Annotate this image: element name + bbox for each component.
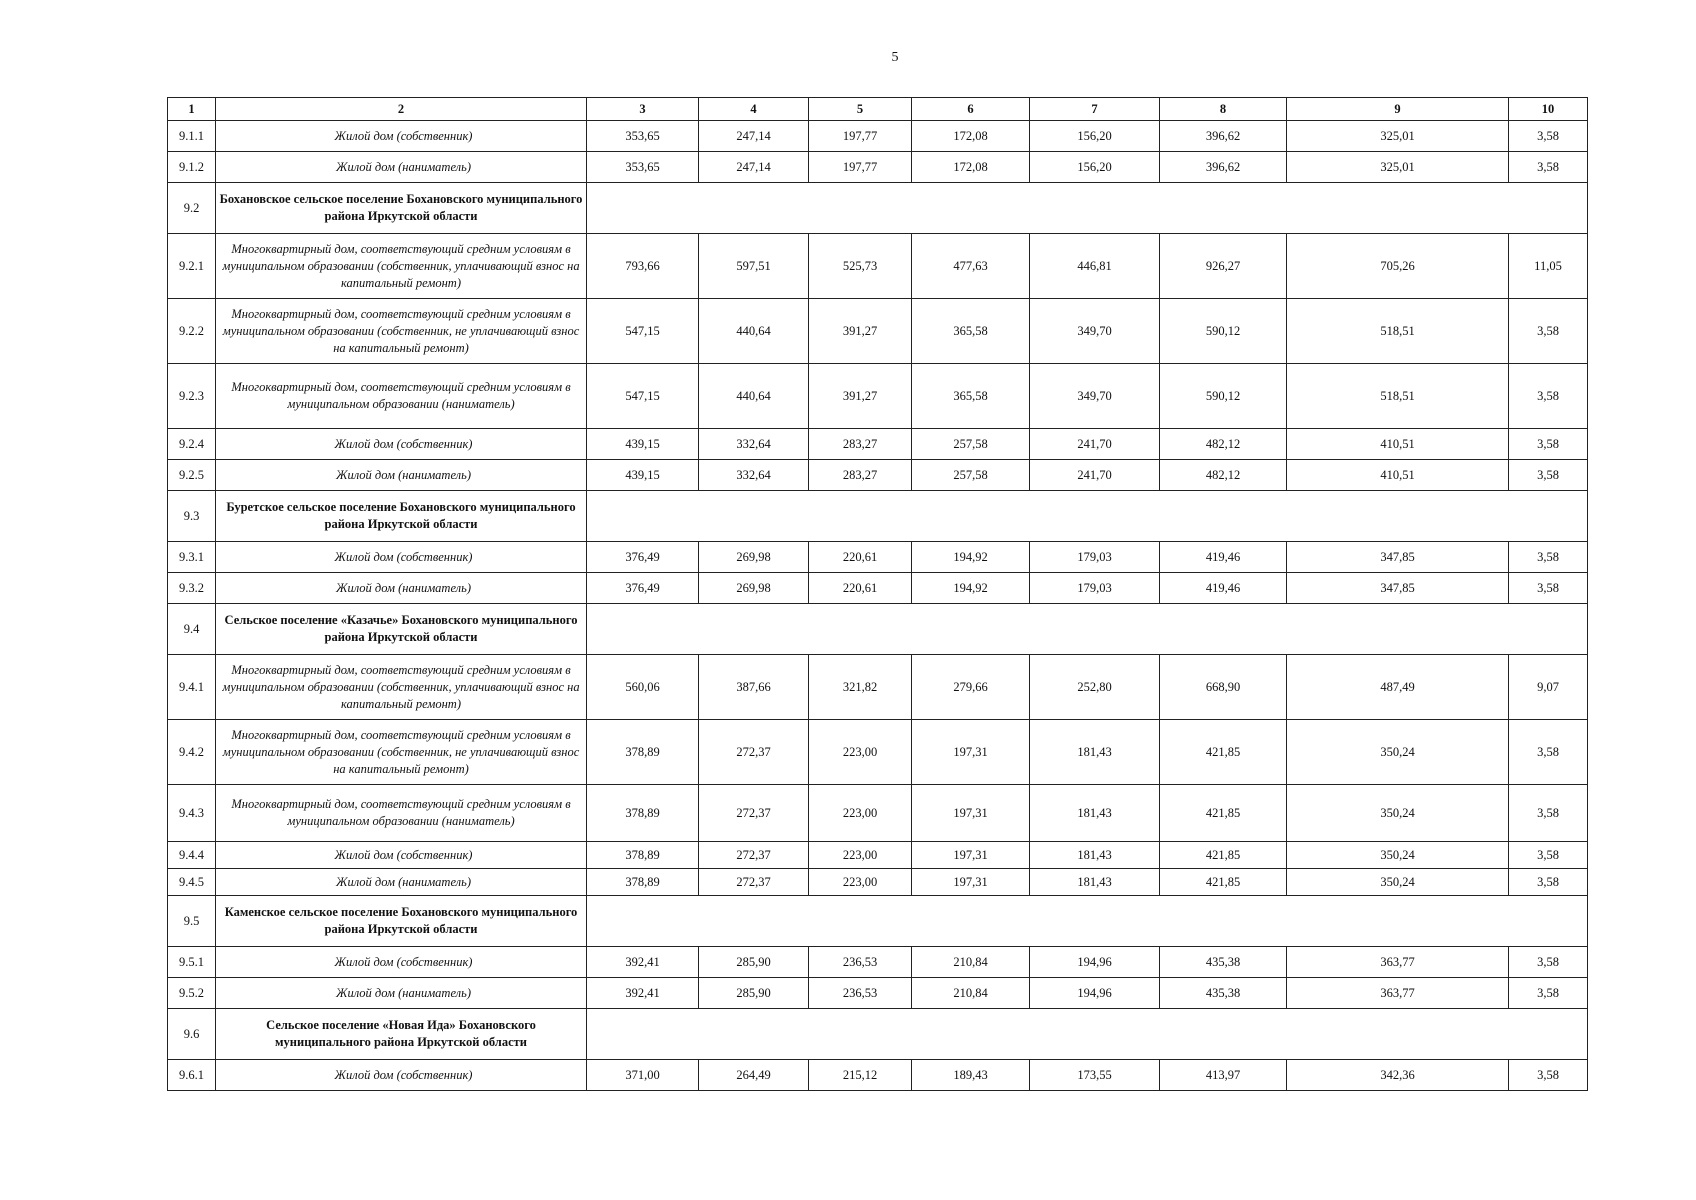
table-row [168, 573, 1588, 604]
value-cell: 597,51 [699, 234, 809, 299]
value-cell: 3,58 [1509, 364, 1588, 429]
value-cell: 446,81 [1030, 234, 1160, 299]
value-cell: 3,58 [1509, 1060, 1588, 1091]
table-row [168, 299, 1588, 364]
value-cell: 197,31 [912, 842, 1030, 869]
value-cell: 378,89 [587, 720, 699, 785]
value-cell: 376,49 [587, 573, 699, 604]
value-cell: 220,61 [809, 573, 912, 604]
value-cell: 410,51 [1287, 460, 1509, 491]
row-code: 9.2.2 [168, 299, 216, 364]
value-cell: 220,61 [809, 542, 912, 573]
value-cell: 332,64 [699, 429, 809, 460]
value-cell: 3,58 [1509, 573, 1588, 604]
section-row [168, 491, 1588, 542]
value-cell: 371,00 [587, 1060, 699, 1091]
value-cell: 181,43 [1030, 720, 1160, 785]
section-title: Каменское сельское поселение Бохановского муниципального района Иркутской области [216, 896, 587, 947]
row-code: 9.4.1 [168, 655, 216, 720]
value-cell: 223,00 [809, 720, 912, 785]
row-name: Жилой дом (собственник) [216, 542, 587, 573]
section-title: Сельское поселение «Новая Ида» Бохановского муниципального района Иркутской области [216, 1009, 587, 1060]
value-cell: 252,80 [1030, 655, 1160, 720]
value-cell: 3,58 [1509, 869, 1588, 896]
col-header: 4 [699, 98, 809, 121]
value-cell: 181,43 [1030, 842, 1160, 869]
value-cell: 926,27 [1160, 234, 1287, 299]
page-number: 5 [891, 50, 899, 65]
value-cell: 392,41 [587, 978, 699, 1009]
value-cell: 241,70 [1030, 429, 1160, 460]
row-name: Жилой дом (собственник) [216, 1060, 587, 1091]
value-cell: 378,89 [587, 842, 699, 869]
row-name: Многоквартирный дом, соответствующий средним условиям в муниципальном образовании (собственник, уплачивающий взнос на капитальный ремонт) [216, 655, 587, 720]
col-header: 9 [1287, 98, 1509, 121]
table-row [168, 460, 1588, 491]
table-row [168, 947, 1588, 978]
value-cell: 350,24 [1287, 869, 1509, 896]
value-cell: 421,85 [1160, 785, 1287, 842]
value-cell: 3,58 [1509, 978, 1588, 1009]
row-name: Жилой дом (наниматель) [216, 869, 587, 896]
value-cell: 272,37 [699, 720, 809, 785]
section-empty-cell [587, 491, 1588, 542]
value-cell: 350,24 [1287, 785, 1509, 842]
value-cell: 210,84 [912, 978, 1030, 1009]
value-cell: 236,53 [809, 947, 912, 978]
value-cell: 156,20 [1030, 121, 1160, 152]
section-row [168, 604, 1588, 655]
value-cell: 518,51 [1287, 299, 1509, 364]
value-cell: 590,12 [1160, 299, 1287, 364]
value-cell: 363,77 [1287, 947, 1509, 978]
value-cell: 3,58 [1509, 460, 1588, 491]
value-cell: 325,01 [1287, 152, 1509, 183]
value-cell: 325,01 [1287, 121, 1509, 152]
row-code: 9.5.1 [168, 947, 216, 978]
value-cell: 421,85 [1160, 869, 1287, 896]
table-row [168, 978, 1588, 1009]
value-cell: 223,00 [809, 785, 912, 842]
row-name: Жилой дом (наниматель) [216, 152, 587, 183]
value-cell: 197,31 [912, 785, 1030, 842]
value-cell: 215,12 [809, 1060, 912, 1091]
table-row [168, 234, 1588, 299]
value-cell: 435,38 [1160, 947, 1287, 978]
value-cell: 482,12 [1160, 460, 1287, 491]
row-code: 9.5.2 [168, 978, 216, 1009]
table-row [168, 542, 1588, 573]
value-cell: 350,24 [1287, 842, 1509, 869]
value-cell: 210,84 [912, 947, 1030, 978]
row-code: 9.2.3 [168, 364, 216, 429]
table-row [168, 869, 1588, 896]
section-empty-cell [587, 604, 1588, 655]
col-header: 10 [1509, 98, 1588, 121]
tariff-table [167, 97, 1588, 1091]
value-cell: 236,53 [809, 978, 912, 1009]
row-code: 9.4.5 [168, 869, 216, 896]
col-header: 2 [216, 98, 587, 121]
value-cell: 349,70 [1030, 299, 1160, 364]
row-name: Жилой дом (наниматель) [216, 573, 587, 604]
row-code: 9.5 [168, 896, 216, 947]
value-cell: 3,58 [1509, 299, 1588, 364]
value-cell: 3,58 [1509, 720, 1588, 785]
value-cell: 347,85 [1287, 573, 1509, 604]
col-header: 1 [168, 98, 216, 121]
value-cell: 439,15 [587, 460, 699, 491]
section-empty-cell [587, 1009, 1588, 1060]
value-cell: 172,08 [912, 121, 1030, 152]
value-cell: 525,73 [809, 234, 912, 299]
row-name: Жилой дом (собственник) [216, 121, 587, 152]
value-cell: 413,97 [1160, 1060, 1287, 1091]
value-cell: 363,77 [1287, 978, 1509, 1009]
row-code: 9.6.1 [168, 1060, 216, 1091]
col-header: 6 [912, 98, 1030, 121]
row-code: 9.6 [168, 1009, 216, 1060]
value-cell: 421,85 [1160, 842, 1287, 869]
row-code: 9.4.2 [168, 720, 216, 785]
value-cell: 392,41 [587, 947, 699, 978]
value-cell: 332,64 [699, 460, 809, 491]
header-row [168, 98, 1588, 121]
value-cell: 396,62 [1160, 121, 1287, 152]
value-cell: 391,27 [809, 364, 912, 429]
row-name: Многоквартирный дом, соответствующий средним условиям в муниципальном образовании (собственник, уплачивающий взнос на капитальный ремонт) [216, 234, 587, 299]
col-header: 8 [1160, 98, 1287, 121]
value-cell: 439,15 [587, 429, 699, 460]
row-code: 9.3.1 [168, 542, 216, 573]
table-row [168, 429, 1588, 460]
value-cell: 279,66 [912, 655, 1030, 720]
value-cell: 285,90 [699, 978, 809, 1009]
value-cell: 156,20 [1030, 152, 1160, 183]
table-row [168, 1060, 1588, 1091]
row-code: 9.4.3 [168, 785, 216, 842]
value-cell: 181,43 [1030, 785, 1160, 842]
value-cell: 3,58 [1509, 121, 1588, 152]
value-cell: 347,85 [1287, 542, 1509, 573]
value-cell: 419,46 [1160, 542, 1287, 573]
value-cell: 3,58 [1509, 842, 1588, 869]
value-cell: 194,96 [1030, 978, 1160, 1009]
value-cell: 272,37 [699, 785, 809, 842]
value-cell: 387,66 [699, 655, 809, 720]
value-cell: 342,36 [1287, 1060, 1509, 1091]
row-code: 9.1.2 [168, 152, 216, 183]
row-name: Многоквартирный дом, соответствующий средним условиям в муниципальном образовании (собственник, не уплачивающий взнос на капитальный ремонт) [216, 720, 587, 785]
col-header: 3 [587, 98, 699, 121]
value-cell: 247,14 [699, 152, 809, 183]
col-header: 7 [1030, 98, 1160, 121]
table-row [168, 655, 1588, 720]
value-cell: 365,58 [912, 299, 1030, 364]
value-cell: 3,58 [1509, 542, 1588, 573]
value-cell: 172,08 [912, 152, 1030, 183]
section-title: Буретское сельское поселение Бохановского муниципального района Иркутской области [216, 491, 587, 542]
value-cell: 3,58 [1509, 785, 1588, 842]
table-row [168, 152, 1588, 183]
value-cell: 668,90 [1160, 655, 1287, 720]
value-cell: 435,38 [1160, 978, 1287, 1009]
value-cell: 482,12 [1160, 429, 1287, 460]
table-row [168, 121, 1588, 152]
row-code: 9.2 [168, 183, 216, 234]
value-cell: 560,06 [587, 655, 699, 720]
table-body [168, 121, 1588, 1091]
row-code: 9.4 [168, 604, 216, 655]
table-row [168, 785, 1588, 842]
value-cell: 477,63 [912, 234, 1030, 299]
row-name: Многоквартирный дом, соответствующий средним условиям в муниципальном образовании (наниматель) [216, 364, 587, 429]
value-cell: 3,58 [1509, 947, 1588, 978]
section-empty-cell [587, 896, 1588, 947]
value-cell: 518,51 [1287, 364, 1509, 429]
value-cell: 181,43 [1030, 869, 1160, 896]
table-row [168, 720, 1588, 785]
value-cell: 3,58 [1509, 429, 1588, 460]
value-cell: 272,37 [699, 869, 809, 896]
value-cell: 197,77 [809, 152, 912, 183]
value-cell: 223,00 [809, 842, 912, 869]
value-cell: 9,07 [1509, 655, 1588, 720]
value-cell: 257,58 [912, 429, 1030, 460]
value-cell: 264,49 [699, 1060, 809, 1091]
row-name: Жилой дом (собственник) [216, 429, 587, 460]
value-cell: 793,66 [587, 234, 699, 299]
table-row [168, 364, 1588, 429]
row-code: 9.3.2 [168, 573, 216, 604]
value-cell: 257,58 [912, 460, 1030, 491]
value-cell: 440,64 [699, 364, 809, 429]
row-name: Жилой дом (наниматель) [216, 460, 587, 491]
section-title: Сельское поселение «Казачье» Бохановского муниципального района Иркутской области [216, 604, 587, 655]
section-row [168, 896, 1588, 947]
value-cell: 353,65 [587, 121, 699, 152]
value-cell: 353,65 [587, 152, 699, 183]
row-code: 9.2.4 [168, 429, 216, 460]
value-cell: 11,05 [1509, 234, 1588, 299]
value-cell: 378,89 [587, 869, 699, 896]
row-name: Многоквартирный дом, соответствующий средним условиям в муниципальном образовании (наниматель) [216, 785, 587, 842]
row-code: 9.2.1 [168, 234, 216, 299]
section-row [168, 1009, 1588, 1060]
row-name: Многоквартирный дом, соответствующий средним условиям в муниципальном образовании (собственник, не уплачивающий взнос на капитальный ремонт) [216, 299, 587, 364]
value-cell: 590,12 [1160, 364, 1287, 429]
row-code: 9.2.5 [168, 460, 216, 491]
value-cell: 285,90 [699, 947, 809, 978]
row-name: Жилой дом (собственник) [216, 947, 587, 978]
value-cell: 241,70 [1030, 460, 1160, 491]
value-cell: 350,24 [1287, 720, 1509, 785]
value-cell: 179,03 [1030, 573, 1160, 604]
value-cell: 487,49 [1287, 655, 1509, 720]
value-cell: 283,27 [809, 460, 912, 491]
value-cell: 705,26 [1287, 234, 1509, 299]
value-cell: 547,15 [587, 364, 699, 429]
section-title: Бохановское сельское поселение Бохановского муниципального района Иркутской области [216, 183, 587, 234]
value-cell: 3,58 [1509, 152, 1588, 183]
section-empty-cell [587, 183, 1588, 234]
row-name: Жилой дом (собственник) [216, 842, 587, 869]
value-cell: 197,31 [912, 720, 1030, 785]
value-cell: 194,96 [1030, 947, 1160, 978]
value-cell: 419,46 [1160, 573, 1287, 604]
col-header: 5 [809, 98, 912, 121]
value-cell: 410,51 [1287, 429, 1509, 460]
value-cell: 269,98 [699, 542, 809, 573]
value-cell: 321,82 [809, 655, 912, 720]
value-cell: 173,55 [1030, 1060, 1160, 1091]
row-name: Жилой дом (наниматель) [216, 978, 587, 1009]
value-cell: 396,62 [1160, 152, 1287, 183]
table-row [168, 842, 1588, 869]
value-cell: 440,64 [699, 299, 809, 364]
value-cell: 269,98 [699, 573, 809, 604]
value-cell: 272,37 [699, 842, 809, 869]
value-cell: 547,15 [587, 299, 699, 364]
value-cell: 349,70 [1030, 364, 1160, 429]
row-code: 9.4.4 [168, 842, 216, 869]
value-cell: 197,77 [809, 121, 912, 152]
value-cell: 365,58 [912, 364, 1030, 429]
row-code: 9.3 [168, 491, 216, 542]
value-cell: 189,43 [912, 1060, 1030, 1091]
value-cell: 378,89 [587, 785, 699, 842]
value-cell: 179,03 [1030, 542, 1160, 573]
section-row [168, 183, 1588, 234]
value-cell: 194,92 [912, 573, 1030, 604]
value-cell: 223,00 [809, 869, 912, 896]
value-cell: 376,49 [587, 542, 699, 573]
row-code: 9.1.1 [168, 121, 216, 152]
value-cell: 197,31 [912, 869, 1030, 896]
value-cell: 391,27 [809, 299, 912, 364]
value-cell: 283,27 [809, 429, 912, 460]
value-cell: 247,14 [699, 121, 809, 152]
value-cell: 421,85 [1160, 720, 1287, 785]
value-cell: 194,92 [912, 542, 1030, 573]
